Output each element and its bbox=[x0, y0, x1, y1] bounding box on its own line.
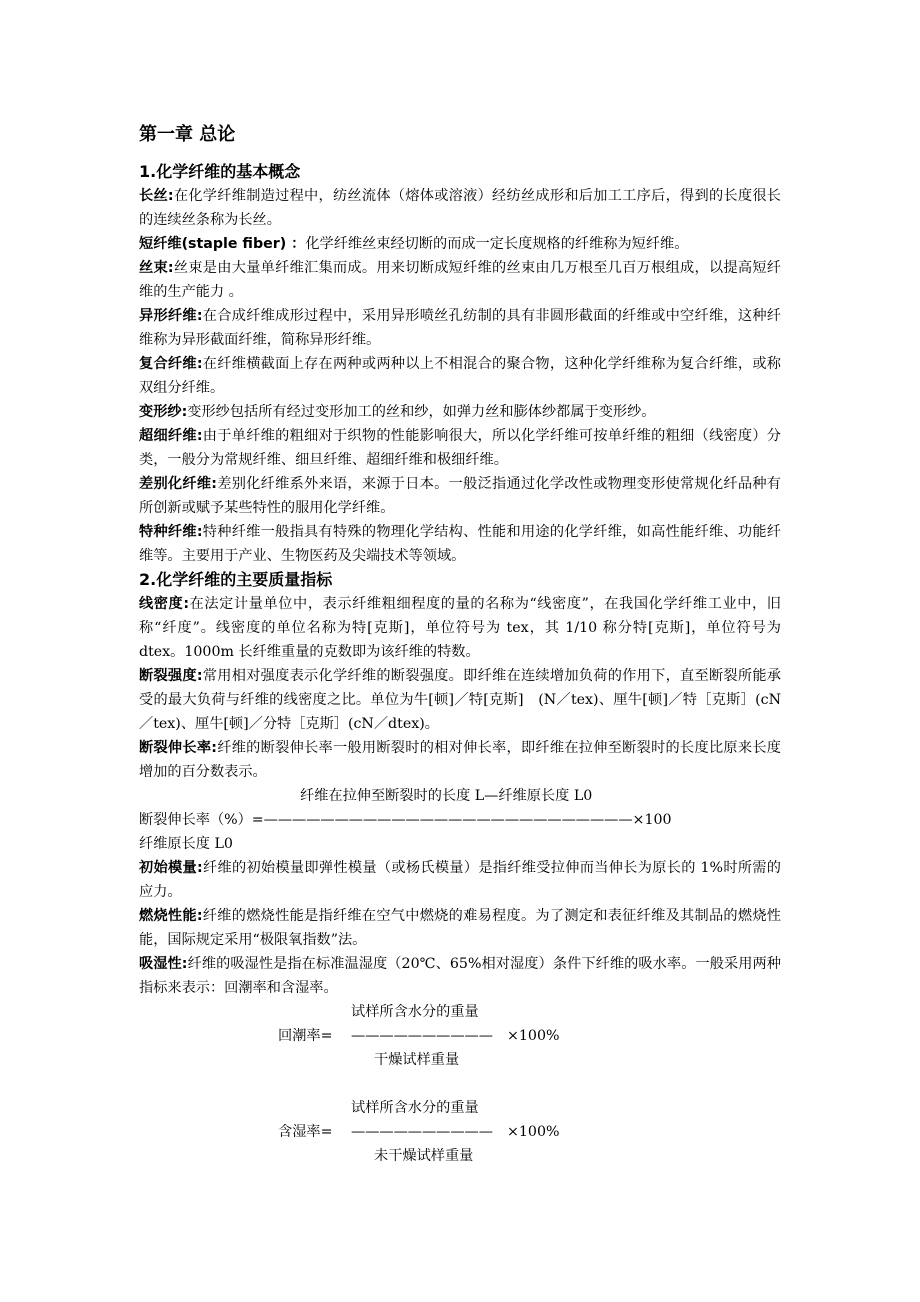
elongation-formula-numerator: 纤维在拉伸至断裂时的长度 L—纤维原长度 L0 bbox=[300, 788, 593, 804]
elongation-formula-line: 断裂伸长率（%）=——————————————————————————×100 bbox=[139, 812, 672, 828]
definition-tow bbox=[139, 256, 781, 304]
chapter-title: 第一章 总论 bbox=[139, 124, 236, 145]
term-label: 差别化纤维: bbox=[139, 476, 217, 492]
definition-composite-fiber bbox=[139, 352, 781, 400]
term-label: 变形纱: bbox=[139, 404, 188, 420]
definition-text: 纤维的断裂伸长率一般用断裂时的相对伸长率，即纤维在拉伸至断裂时的长度比原来长度增加的百分数表示。 bbox=[139, 740, 781, 780]
regain-formula-fraction-bar: —————————— bbox=[351, 1028, 493, 1044]
definition-text: 特种纤维一般指具有特殊的物理化学结构、性能和用途的化学纤维，如高性能纤维、功能纤维等。主要用于产业、生物医药及尖端技术等领域。 bbox=[139, 524, 781, 564]
definition-breaking-strength bbox=[139, 664, 781, 736]
moisture-formula-label: 含湿率= bbox=[278, 1124, 333, 1140]
moisture-formula-denominator: 未干燥试样重量 bbox=[374, 1148, 474, 1164]
definition-text: 在化学纤维制造过程中，纺丝流体（熔体或溶液）经纺丝成形和后加工工序后，得到的长度很长的连续丝条称为长丝。 bbox=[139, 188, 781, 228]
definition-text: 常用相对强度表示化学纤维的断裂强度。即纤维在连续增加负荷的作用下，直至断裂所能承受的最大负荷与纤维的线密度之比。单位为牛[顿]／特[克斯] (N／tex)、厘牛[顿]／特［克斯］(cN／tex)、厘牛[顿]／分特［克斯］(cN／dtex)。 bbox=[139, 668, 781, 732]
term-label: 初始模量: bbox=[139, 860, 203, 876]
regain-formula bbox=[139, 1000, 781, 1072]
term-label: 复合纤维: bbox=[139, 356, 203, 372]
term-label: 燃烧性能: bbox=[139, 908, 203, 924]
regain-formula-label: 回潮率= bbox=[278, 1028, 333, 1044]
definition-text: 化学纤维丝束经切断的而成一定长度规格的纤维称为短纤维。 bbox=[305, 236, 689, 252]
definition-staple-fiber bbox=[139, 232, 781, 256]
moisture-formula-multiplier: ×100% bbox=[507, 1124, 560, 1140]
term-label: 超细纤维: bbox=[139, 428, 203, 444]
definition-text: 纤维的初始模量即弹性模量（或杨氏模量）是指纤维受拉伸而当伸长为原长的 1%时所需的应力。 bbox=[139, 860, 781, 900]
definition-text: 纤维的吸湿性是指在标准温湿度（20℃、65%相对湿度）条件下纤维的吸水率。一般采用两种指标来表示：回潮率和含湿率。 bbox=[139, 956, 781, 996]
elongation-formula-denominator: 纤维原长度 L0 bbox=[139, 836, 233, 852]
definition-flammability bbox=[139, 904, 781, 952]
term-label: 特种纤维: bbox=[139, 524, 203, 540]
section-heading-basic-concepts: 1.化学纤维的基本概念 bbox=[139, 162, 301, 181]
regain-formula-multiplier: ×100% bbox=[507, 1028, 560, 1044]
term-label: 线密度: bbox=[139, 596, 190, 612]
definition-text: 在合成纤维成形过程中，采用异形喷丝孔纺制的具有非圆形截面的纤维或中空纤维，这种纤维称为异形截面纤维，简称异形纤维。 bbox=[139, 308, 781, 348]
definition-special-fiber bbox=[139, 520, 781, 568]
definition-initial-modulus bbox=[139, 856, 781, 904]
definition-textured-yarn bbox=[139, 400, 781, 424]
definition-filament bbox=[139, 184, 781, 232]
term-label: 吸湿性: bbox=[139, 956, 188, 972]
regain-formula-denominator: 干燥试样重量 bbox=[374, 1052, 460, 1068]
moisture-content-formula bbox=[139, 1096, 781, 1168]
moisture-formula-fraction-bar: —————————— bbox=[351, 1124, 493, 1140]
definition-text: 在纤维横截面上存在两种或两种以上不相混合的聚合物，这种化学纤维称为复合纤维，或称双组分纤维。 bbox=[139, 356, 781, 396]
formula-spacer bbox=[139, 1072, 781, 1096]
section-heading-quality-indicators: 2.化学纤维的主要质量指标 bbox=[139, 570, 333, 589]
term-label: 断裂伸长率: bbox=[139, 740, 217, 756]
document-body bbox=[139, 120, 781, 1168]
moisture-formula-numerator: 试样所含水分的重量 bbox=[351, 1100, 479, 1116]
definition-text: 丝束是由大量单纤维汇集而成。用来切断成短纤维的丝束由几万根至几百万根组成，以提高短纤维的生产能力 。 bbox=[139, 260, 781, 300]
term-label: 丝束: bbox=[139, 260, 174, 276]
definition-microfiber bbox=[139, 424, 781, 472]
definition-elongation bbox=[139, 736, 781, 784]
regain-formula-numerator: 试样所含水分的重量 bbox=[351, 1004, 479, 1020]
definition-text: 由于单纤维的粗细对于织物的性能影响很大，所以化学纤维可按单纤维的粗细（线密度）分类，一般分为常规纤维、细旦纤维、超细纤维和极细纤维。 bbox=[139, 428, 781, 468]
definition-hygroscopicity bbox=[139, 952, 781, 1000]
definition-text: 纤维的燃烧性能是指纤维在空气中燃烧的难易程度。为了测定和表征纤维及其制品的燃烧性能，国际规定采用“极限氧指数”法。 bbox=[139, 908, 781, 948]
definition-linear-density bbox=[139, 592, 781, 664]
definition-profiled-fiber bbox=[139, 304, 781, 352]
definition-text: 差别化纤维系外来语，来源于日本。一般泛指通过化学改性或物理变形使常规化纤品种有所创新或赋予某些特性的服用化学纤维。 bbox=[139, 476, 781, 516]
term-label: 异形纤维: bbox=[139, 308, 203, 324]
definition-text: 在法定计量单位中，表示纤维粗细程度的量的名称为“线密度”，在我国化学纤维工业中，旧称“纤度”。线密度的单位名称为特[克斯]，单位符号为 tex，其 1/10 称分特[克斯]，单位符号为 dtex。1000m 长纤维重量的克数即为该纤维的特数。 bbox=[139, 596, 781, 660]
term-label: 长丝: bbox=[139, 188, 174, 204]
definition-text: 变形纱包括所有经过变形加工的丝和纱，如弹力丝和膨体纱都属于变形纱。 bbox=[187, 404, 656, 420]
term-label: 短纤维(staple fiber) ： bbox=[139, 236, 306, 252]
definition-differential-fiber bbox=[139, 472, 781, 520]
term-label: 断裂强度: bbox=[139, 668, 203, 684]
